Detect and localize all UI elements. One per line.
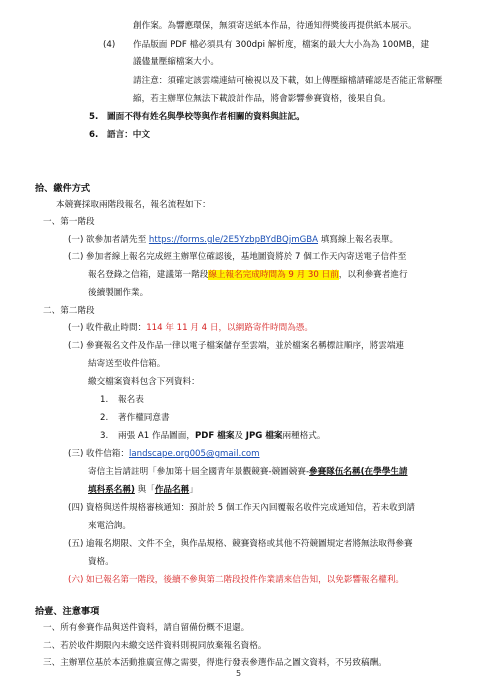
file-list-item-1: 報名表: [118, 395, 144, 405]
item-4-line-1: 作品版面 PDF 檔必須具有 300dpi 解析度，檔案的最大大小為為 100MB，建: [133, 40, 430, 50]
section-10-intro: 本競賽採取兩階段報名，報名流程如下：: [56, 200, 211, 210]
stage-1-item-b-line-2: [88, 269, 408, 282]
email-label: (三) 收件信箱：: [68, 449, 129, 459]
notice-item-3: 三、主辦單位基於本活動推廣宣傳之需要，得進行發表參選作品之圖文資料，不另致稿酬。: [43, 658, 387, 668]
stage-1-item-b-suffix: ，以利參賽者進行: [338, 270, 408, 280]
submission-email-link[interactable]: landscape.org005@gmail.com: [129, 449, 260, 459]
subject-connector: 與「: [134, 485, 155, 495]
deadline-highlight: 線上報名完成時間為 9 月 30 日前: [208, 270, 339, 280]
page-number: 5: [236, 669, 242, 678]
notice-item-1: 一、所有參賽作品與送件資料，請自留備份概不退還。: [43, 623, 250, 633]
stage-1-item-a-prefix: (一) 欲參加者請先至: [68, 235, 149, 245]
stage-1-title: 一、第一階段: [43, 217, 95, 227]
stage-2-item-c-line-3: [88, 484, 198, 497]
item-4-number: (4): [103, 40, 116, 50]
stage-2-item-e-line-2: 資格。: [88, 557, 114, 567]
file-list-number-2: 2.: [100, 413, 109, 423]
item-5-number: 5.: [89, 112, 99, 122]
file-list-item-3: [118, 430, 326, 443]
submission-deadline: 114 年 11 月 4 日，以網路寄件時間為憑。: [146, 323, 313, 333]
item-6-text: 語言：中文: [107, 130, 150, 140]
stage-1-item-b-line-1: (二) 參加者線上報名完成經主辦單位確認後，基地圖資將於 7 個工作天內寄送電子信件至: [68, 252, 407, 262]
file-list-number-1: 1.: [100, 395, 109, 405]
stage-2-item-a-prefix: (一) 收件截止時間：: [68, 323, 147, 333]
section-11-title: 拾壹、注意事項: [35, 606, 100, 617]
department-name-field: 填科系名稱): [88, 485, 135, 495]
work-name-field: 作品名稱: [154, 485, 190, 495]
stage-2-item-e-line-1: (五) 逾報名期限、文件不全，與作品規格、競賽資格或其他不符競圖規定者將無法取得參賽: [68, 539, 413, 549]
file-list-item-3-prefix: 兩張 A1 作品圖面，: [118, 431, 195, 441]
stage-2-item-b-line-2: 結寄送至收件信箱。: [88, 359, 166, 369]
stage-1-item-b-text: 報名登錄之信箱，建議第一階段: [88, 270, 209, 280]
jpg-format: JPG 檔案: [245, 431, 283, 441]
registration-form-link[interactable]: https://forms.gle/2E5YzbpBYdBQjmGBA: [148, 235, 319, 245]
team-name-field: 參賽隊伍名稱(在學學生請: [309, 467, 408, 477]
stage-2-item-c: [68, 448, 260, 461]
subject-close-bracket: 」: [189, 485, 198, 495]
file-list-item-3-mid: 及: [234, 431, 246, 441]
top-line-1: 創作案。為響應環保，無須寄送紙本作品，待通知得獎後再提供紙本展示。: [133, 21, 417, 31]
file-list-item-2: 著作權同意書: [118, 413, 170, 423]
section-10-title: 拾、繳件方式: [35, 183, 91, 194]
stage-2-item-f: (六) 如已報名第一階段，後續不參與第二階段投件作業請來信告知，以免影響報名權利。: [68, 575, 405, 585]
note-line-2: 縮，若主辦單位無法下載設計作品，將會影響參賽資格，後果自負。: [133, 94, 391, 104]
stage-1-item-b-line-3: 後續製圖作業。: [88, 288, 149, 298]
file-list-intro: 繳交檔案資料包含下列資料：: [88, 377, 200, 387]
stage-2-item-a: [68, 322, 313, 335]
file-list-number-3: 3.: [100, 431, 109, 441]
stage-2-item-d-line-1: (四) 資格與送件規格審核通知：預計於 5 個工作天內回覆報名收件完成通知信，若未收到請: [68, 503, 415, 513]
stage-2-item-c-line-2: [88, 466, 408, 479]
file-list-item-3-suffix: 兩種格式。: [282, 431, 326, 441]
pdf-format: PDF 檔案: [194, 431, 235, 441]
notice-item-2: 二、若於收件期限內未繳交送件資料則視同放棄報名資格。: [43, 641, 267, 651]
stage-1-item-a-suffix: 填寫線上報名表單。: [318, 235, 399, 245]
item-5-text: 圖面不得有姓名與學校等與作者相關的資料與註記。: [107, 112, 305, 122]
stage-2-title: 二、第二階段: [43, 306, 95, 316]
stage-2-item-d-line-2: 來電洽詢。: [88, 521, 131, 531]
stage-1-item-a: [68, 234, 398, 247]
note-line-1: 請注意：須確定該雲端連結可檢視以及下載，如上傳壓縮檔請確認是否能正常解壓: [133, 76, 443, 86]
item-6-number: 6.: [89, 130, 99, 140]
email-subject-instruction: 寄信主旨請註明「參加第十屆全國青年景觀競賽-競圖競賽-: [88, 467, 310, 477]
stage-2-item-b-line-1: (二) 參賽報名文件及作品一律以電子檔案儲存至雲端，並於檔案名稱標註順序，將雲端連: [68, 341, 405, 351]
item-4-line-2: 議儘量壓縮檔案大小。: [133, 57, 219, 67]
